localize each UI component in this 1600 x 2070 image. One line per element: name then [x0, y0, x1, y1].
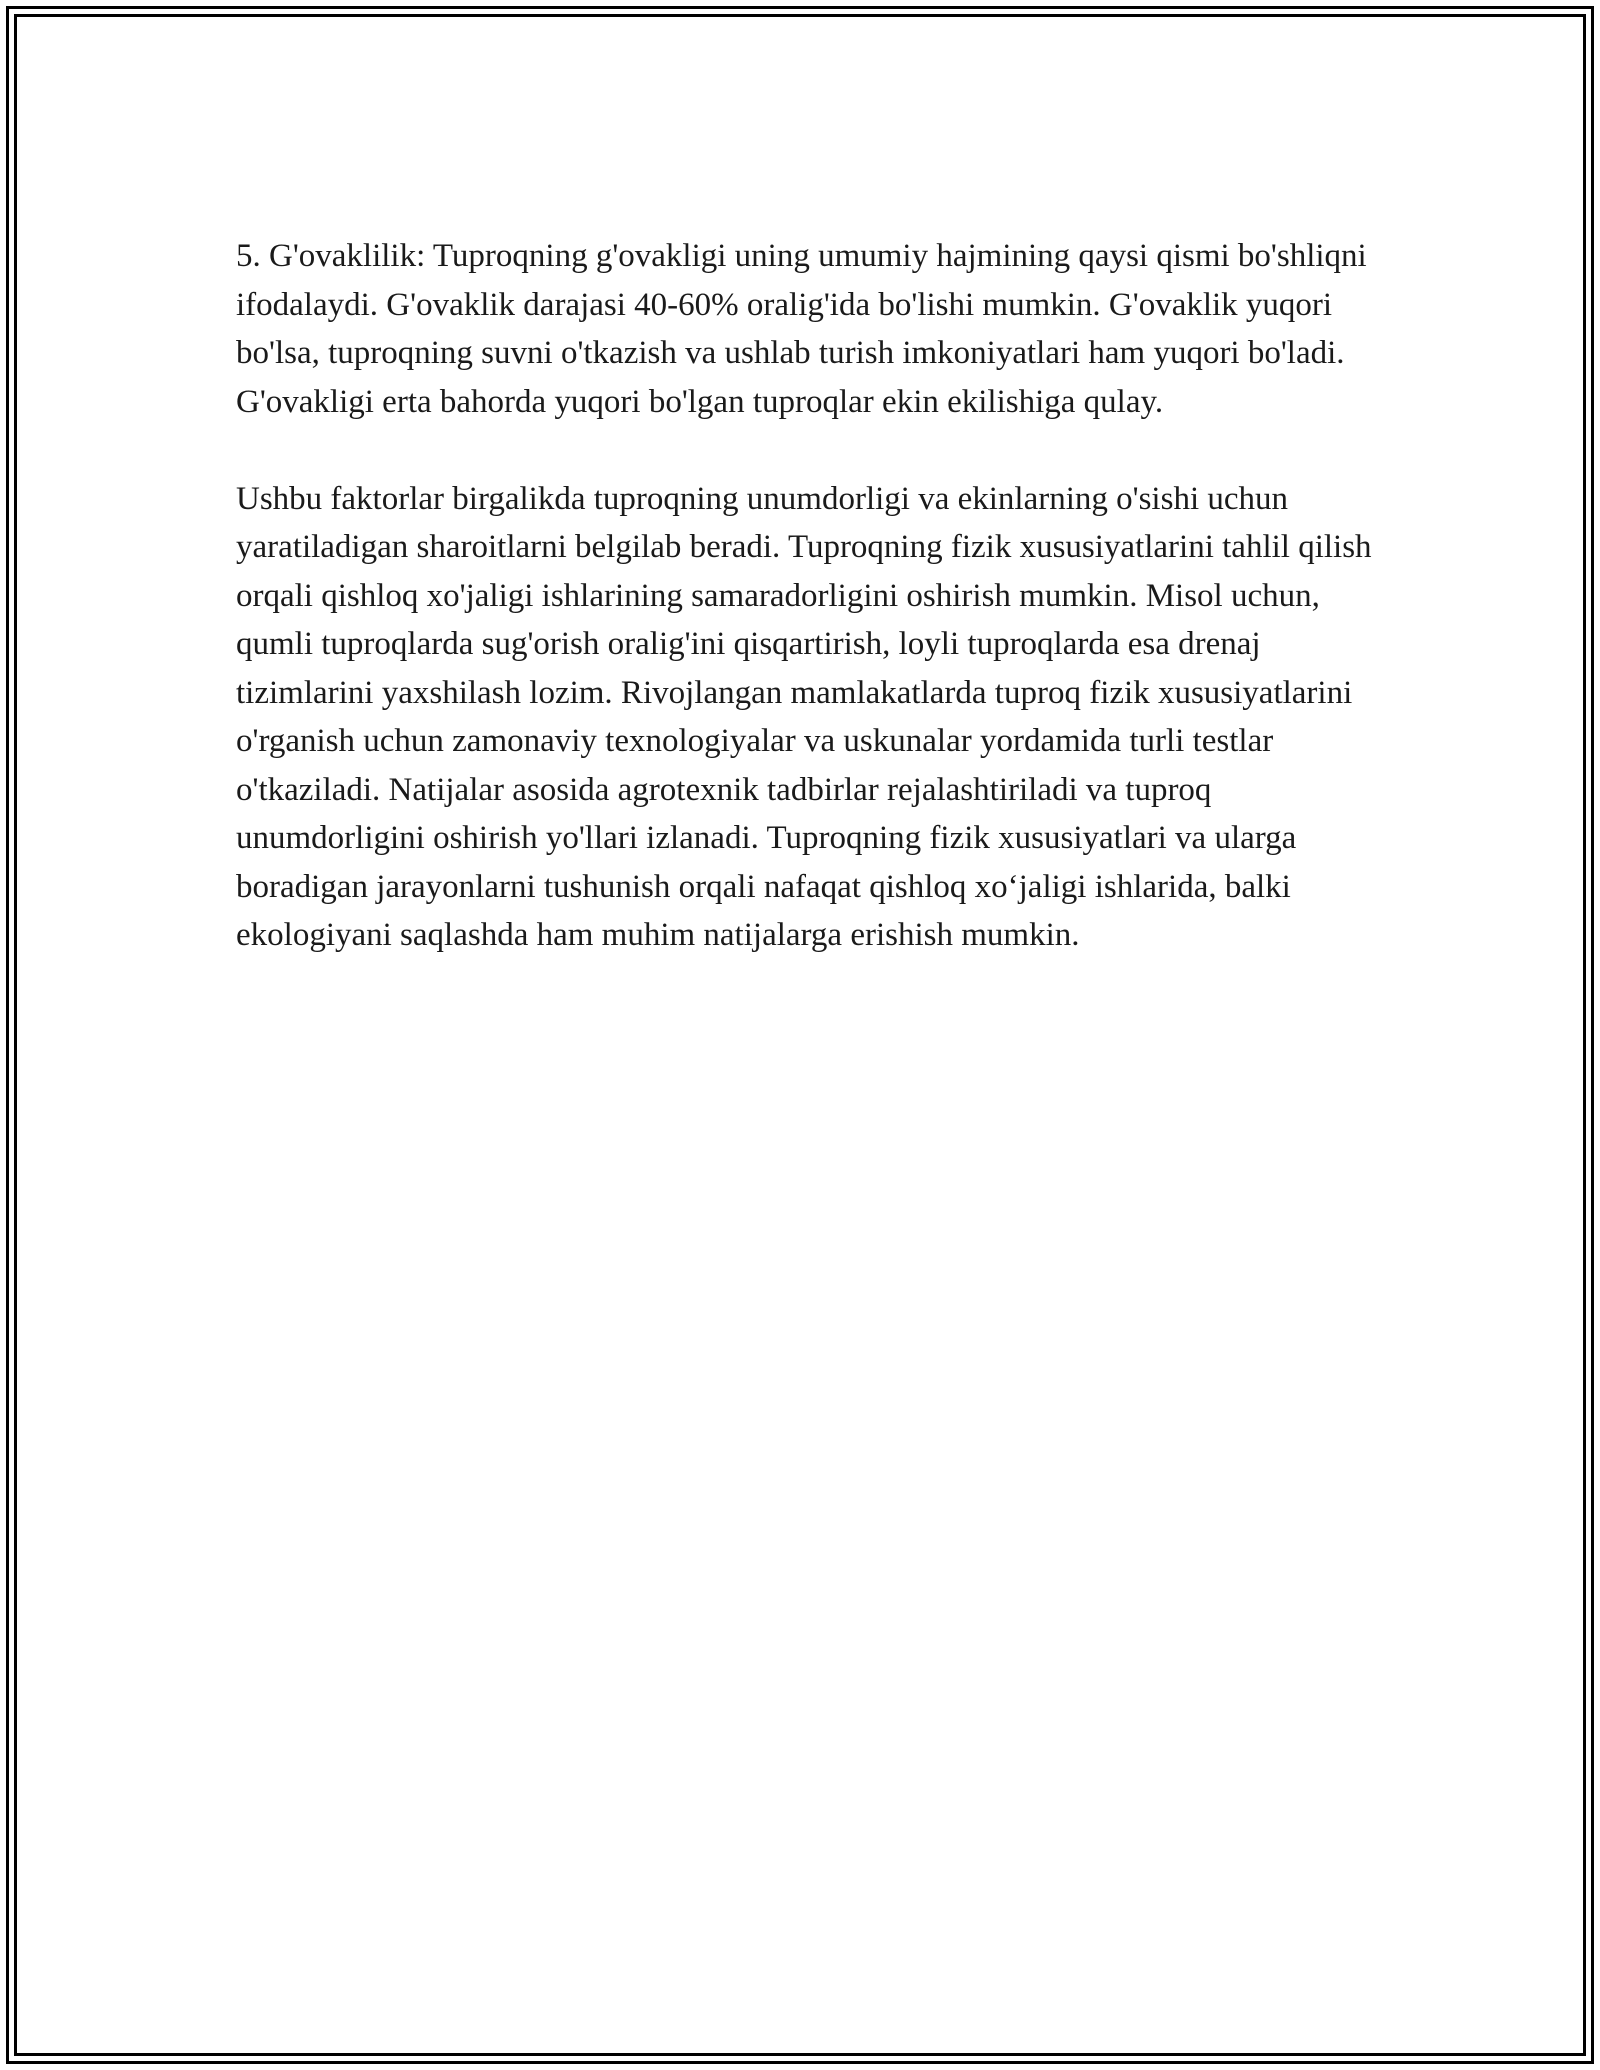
- document-body: [236, 232, 1376, 1008]
- paragraph-summary: Ushbu faktorlar birgalikda tuproqning unumdorligi va ekinlarning o'sishi uchun yaratiladigan sharoitlarni belgilab beradi. Tuproqning fizik xususiyatlarini tahlil qilish orqali qishloq xo'jaligi ishlarining samaradorligini oshirish mumkin. Misol uchun, qumli tuproqlarda sug'orish oralig'ini qisqartirish, loyli tuproqlarda esa drenaj tizimlarini yaxshilash lozim. Rivojlangan mamlakatlarda tuproq fizik xususiyatlarini o'rganish uchun zamonaviy texnologiyalar va uskunalar yordamida turli testlar o'tkaziladi. Natijalar asosida agrotexnik tadbirlar rejalashtiriladi va tuproq unumdorligini oshirish yo'llari izlanadi. Tuproqning fizik xususiyatlari va ularga boradigan jarayonlarni tushunish orqali nafaqat qishloq xo‘jaligi ishlarida, balki ekologiyani saqlashda ham muhim natijalarga erishish mumkin.: [236, 480, 1372, 953]
- paragraph-porosity: 5. G'ovaklilik: Tuproqning g'ovakligi uning umumiy hajmining qaysi qismi bo'shliqni ifodalaydi. G'ovaklik darajasi 40-60% oralig'ida bo'lishi mumkin. G'ovaklik yuqori bo'lsa, tuproqning suvni o'tkazish va ushlab turish imkoniyatlari ham yuqori bo'ladi. G'ovakligi erta bahorda yuqori bo'lgan tuproqlar ekin ekilishiga qulay.: [236, 238, 1367, 420]
